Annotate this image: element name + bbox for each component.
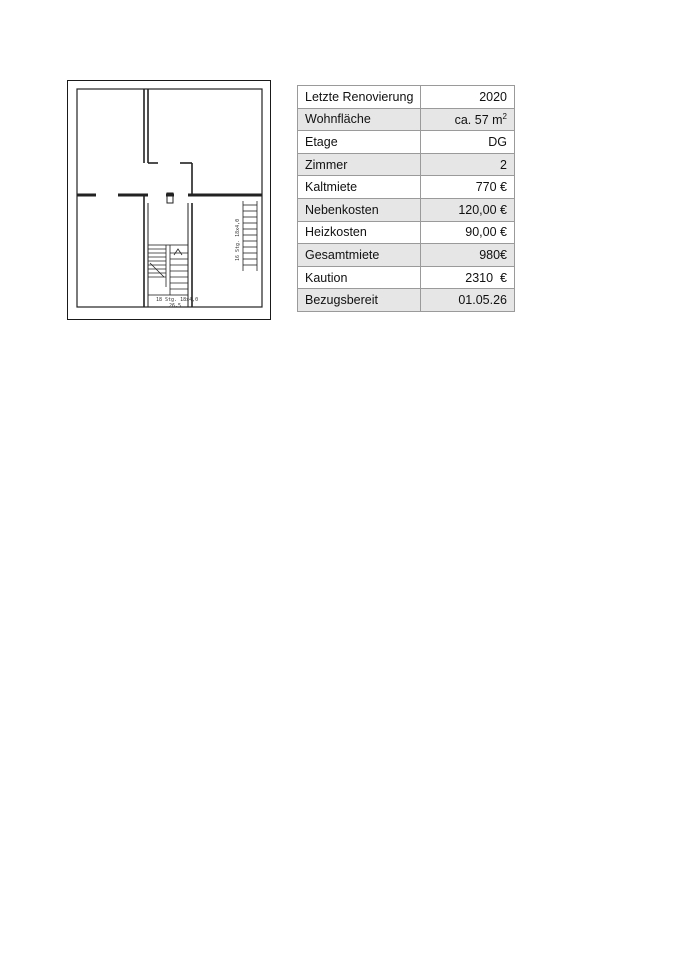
row-value: 2 bbox=[421, 153, 515, 176]
area-unit-superscript: 2 bbox=[502, 111, 507, 121]
row-value: 120,00 € bbox=[421, 198, 515, 221]
table-row bbox=[298, 198, 515, 221]
row-label: Wohnfläche bbox=[298, 108, 421, 131]
table-row bbox=[298, 244, 515, 267]
staircase bbox=[148, 245, 188, 295]
table-row bbox=[298, 153, 515, 176]
area-value: ca. 57 m bbox=[454, 112, 503, 127]
row-value: 90,00 € bbox=[421, 221, 515, 244]
table-row bbox=[298, 289, 515, 312]
row-value: 01.05.26 bbox=[421, 289, 515, 312]
stair-label-right: 16 Stg. 18x4,0 bbox=[235, 218, 241, 261]
attic-ladder bbox=[243, 201, 257, 271]
stair-label-bottom: 18 Stg. 18x4,0 bbox=[156, 297, 199, 303]
row-label: Etage bbox=[298, 131, 421, 154]
row-value: 2020 bbox=[421, 86, 515, 109]
outer-wall bbox=[77, 89, 262, 307]
table-crop-edge bbox=[297, 317, 517, 323]
row-label: Nebenkosten bbox=[298, 198, 421, 221]
table-row bbox=[298, 266, 515, 289]
table-row bbox=[298, 86, 515, 109]
floor-plan bbox=[67, 80, 271, 320]
apartment-details-table bbox=[297, 85, 515, 312]
table-row bbox=[298, 221, 515, 244]
row-value: DG bbox=[421, 131, 515, 154]
row-label: Gesamtmiete bbox=[298, 244, 421, 267]
row-label: Heizkosten bbox=[298, 221, 421, 244]
row-label: Bezugsbereit bbox=[298, 289, 421, 312]
row-value: 770 € bbox=[421, 176, 515, 199]
table-row bbox=[298, 176, 515, 199]
row-value bbox=[421, 108, 515, 131]
table-row bbox=[298, 108, 515, 131]
stair-label-bottom-2: 26,5 bbox=[169, 303, 182, 309]
row-label: Kaltmiete bbox=[298, 176, 421, 199]
row-value: 2310 € bbox=[421, 266, 515, 289]
table-row bbox=[298, 131, 515, 154]
row-label: Kaution bbox=[298, 266, 421, 289]
row-value: 980€ bbox=[421, 244, 515, 267]
floor-plan-drawing bbox=[68, 81, 272, 321]
row-label: Letzte Renovierung bbox=[298, 86, 421, 109]
row-label: Zimmer bbox=[298, 153, 421, 176]
